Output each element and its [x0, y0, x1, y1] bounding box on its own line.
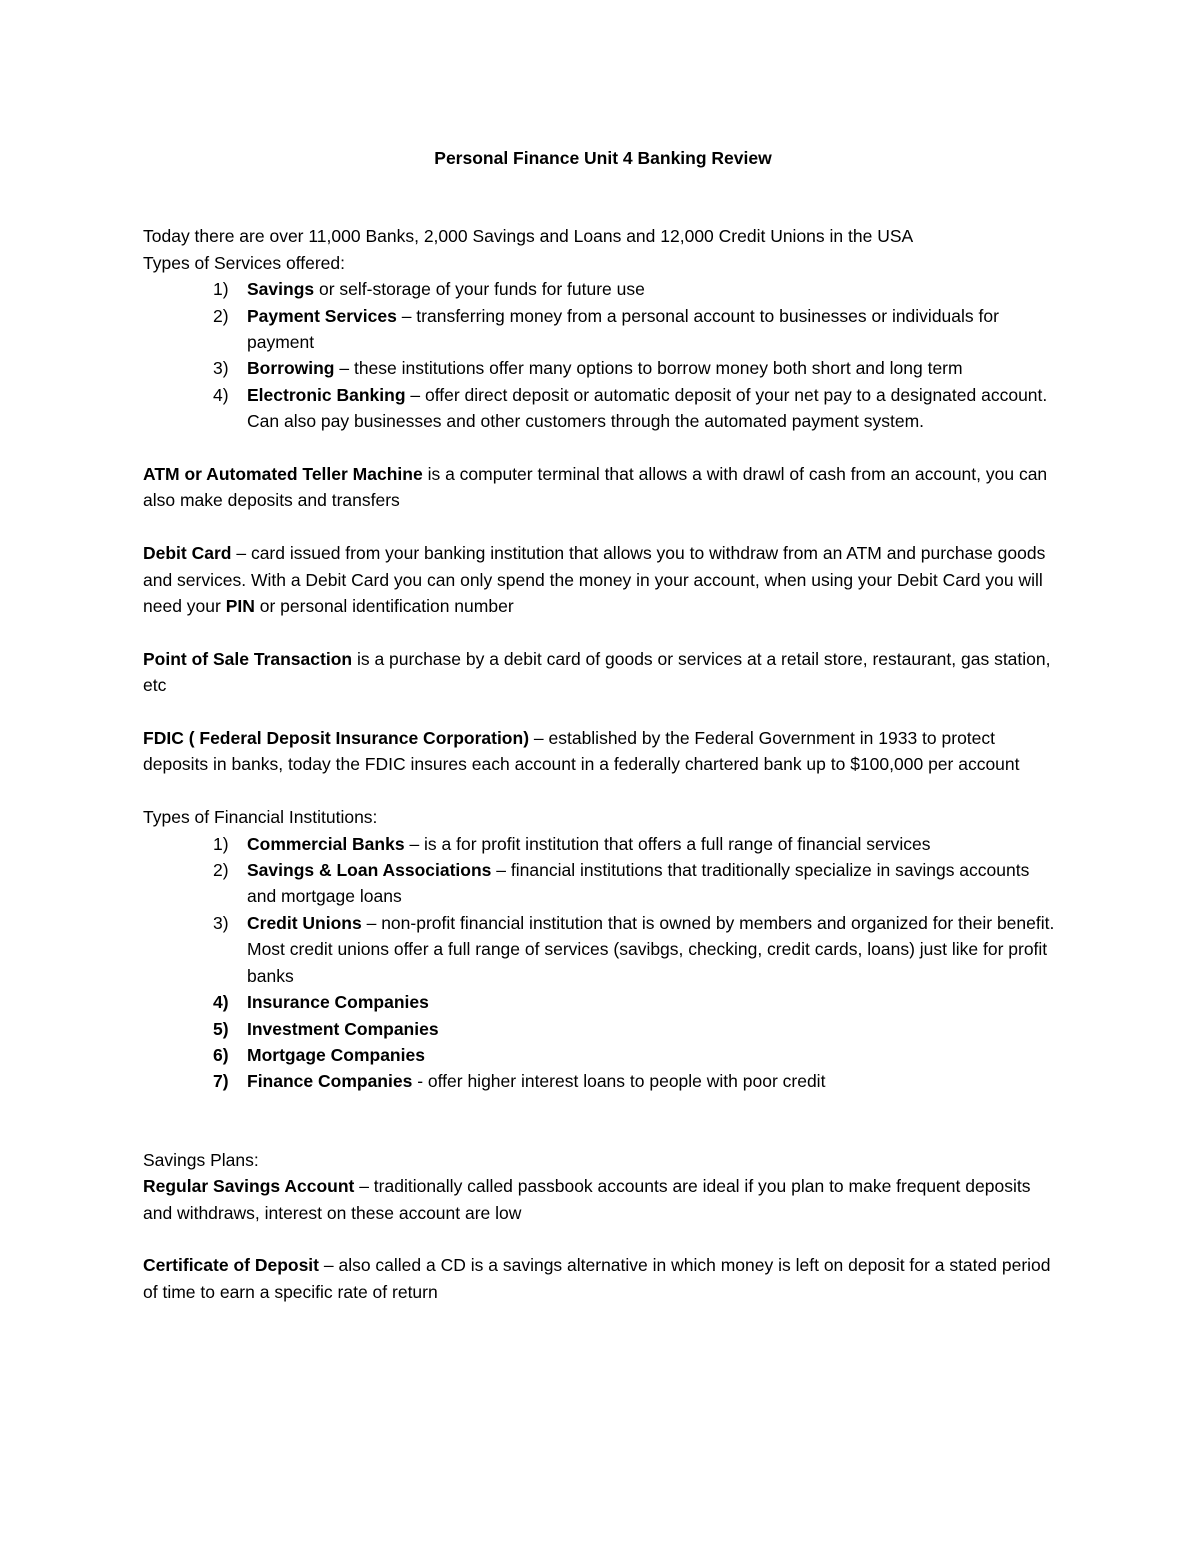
regular-savings-term: Regular Savings Account: [143, 1176, 355, 1197]
document-body: [143, 145, 1063, 1305]
savings-heading: Savings Plans:: [143, 1149, 259, 1170]
list-term: Investment Companies: [247, 1018, 439, 1039]
list-term: Commercial Banks: [247, 833, 405, 854]
cd-term: Certificate of Deposit: [143, 1255, 319, 1276]
list-item: [143, 303, 1063, 356]
list-term: Payment Services: [247, 305, 397, 326]
pin-text: or personal identification number: [254, 596, 514, 617]
list-term: Borrowing: [247, 358, 335, 379]
list-text: – these institutions offer many options to borrow money both short and long term: [334, 358, 963, 379]
list-item: [143, 382, 1063, 435]
institutions-heading: Types of Financial Institutions:: [143, 807, 378, 828]
list-item: [143, 276, 1063, 302]
atm-paragraph: [143, 461, 1063, 514]
atm-text: is a computer terminal that allows a with drawl of cash from an account, you can also make deposits and transfers: [143, 464, 1048, 511]
services-list: [143, 276, 1063, 434]
list-text: - offer higher interest loans to people with poor credit: [412, 1071, 826, 1092]
list-item: [143, 831, 1063, 857]
regular-savings-text: – traditionally called passbook accounts are ideal if you plan to make frequent deposits and withdraws, interest on these account are low: [143, 1176, 1031, 1223]
list-item: [143, 1068, 1063, 1094]
list-number: 4): [213, 384, 229, 405]
services-heading: Types of Services offered:: [143, 252, 346, 273]
list-term: Savings & Loan Associations: [247, 860, 492, 881]
list-number: 1): [213, 833, 229, 854]
debit-card-text: – card issued from your banking institution that allows you to withdraw from an ATM and purchase goods and services. With a Debit Card you can only spend the money in your account, when using your Debit Card you will need your: [143, 543, 1046, 617]
fdic-text: – established by the Federal Government in 1933 to protect deposits in banks, today the FDIC insures each account in a federally chartered bank up to $100,000 per account: [143, 728, 1020, 775]
list-text: – is a for profit institution that offers a full range of financial services: [404, 833, 931, 854]
debit-card-paragraph: [143, 540, 1063, 619]
pin-term: PIN: [225, 596, 255, 617]
atm-term: ATM or Automated Teller Machine: [143, 464, 423, 485]
regular-savings-paragraph: [143, 1173, 1063, 1226]
list-number: 5): [213, 1018, 229, 1039]
list-term: Mortgage Companies: [247, 1044, 425, 1065]
list-term: Savings: [247, 279, 315, 300]
list-text: – transferring money from a personal account to businesses or individuals for payment: [247, 305, 999, 353]
list-number: 1): [213, 279, 229, 300]
list-number: 3): [213, 358, 229, 379]
list-number: 3): [213, 912, 229, 933]
list-term: Credit Unions: [247, 912, 362, 933]
fdic-paragraph: [143, 725, 1063, 778]
cd-paragraph: [143, 1252, 1063, 1305]
list-item: [143, 1042, 1063, 1068]
document-title: Personal Finance Unit 4 Banking Review: [434, 148, 772, 168]
list-text: or self-storage of your funds for future use: [314, 279, 645, 300]
debit-card-term: Debit Card: [143, 543, 232, 564]
list-item: [143, 910, 1063, 989]
list-number: 7): [213, 1071, 229, 1092]
list-number: 4): [213, 992, 229, 1013]
pos-term: Point of Sale Transaction: [143, 648, 353, 669]
list-number: 2): [213, 860, 229, 881]
pos-paragraph: [143, 646, 1063, 699]
list-item: [143, 857, 1063, 910]
list-number: 2): [213, 305, 229, 326]
list-item: [143, 989, 1063, 1015]
list-number: 6): [213, 1044, 229, 1065]
fdic-term: FDIC ( Federal Deposit Insurance Corporation): [143, 728, 530, 749]
list-item: [143, 1016, 1063, 1042]
intro-paragraph: Today there are over 11,000 Banks, 2,000 Savings and Loans and 12,000 Credit Unions in the USA: [143, 226, 914, 247]
list-term: Finance Companies: [247, 1071, 413, 1092]
pos-text: is a purchase by a debit card of goods or services at a retail store, restaurant, gas station, etc: [143, 648, 1051, 696]
list-text: – financial institutions that traditionally specialize in savings accounts and mortgage loans: [247, 860, 1030, 907]
list-text: – non-profit financial institution that is owned by members and organized for their benefit. Most credit unions offer a full range of services (savibgs, checking, credit cards, loans) just like for profit banks: [247, 912, 1055, 986]
list-term: Electronic Banking: [247, 384, 406, 405]
cd-text: – also called a CD is a savings alternative in which money is left on deposit for a stated period of time to earn a specific rate of return: [143, 1255, 1051, 1302]
list-term: Insurance Companies: [247, 992, 429, 1013]
list-text: – offer direct deposit or automatic deposit of your net pay to a designated account. Can also pay businesses and other customers through the automated payment system.: [247, 384, 1048, 432]
list-item: [143, 355, 1063, 381]
institutions-list: [143, 831, 1063, 1095]
